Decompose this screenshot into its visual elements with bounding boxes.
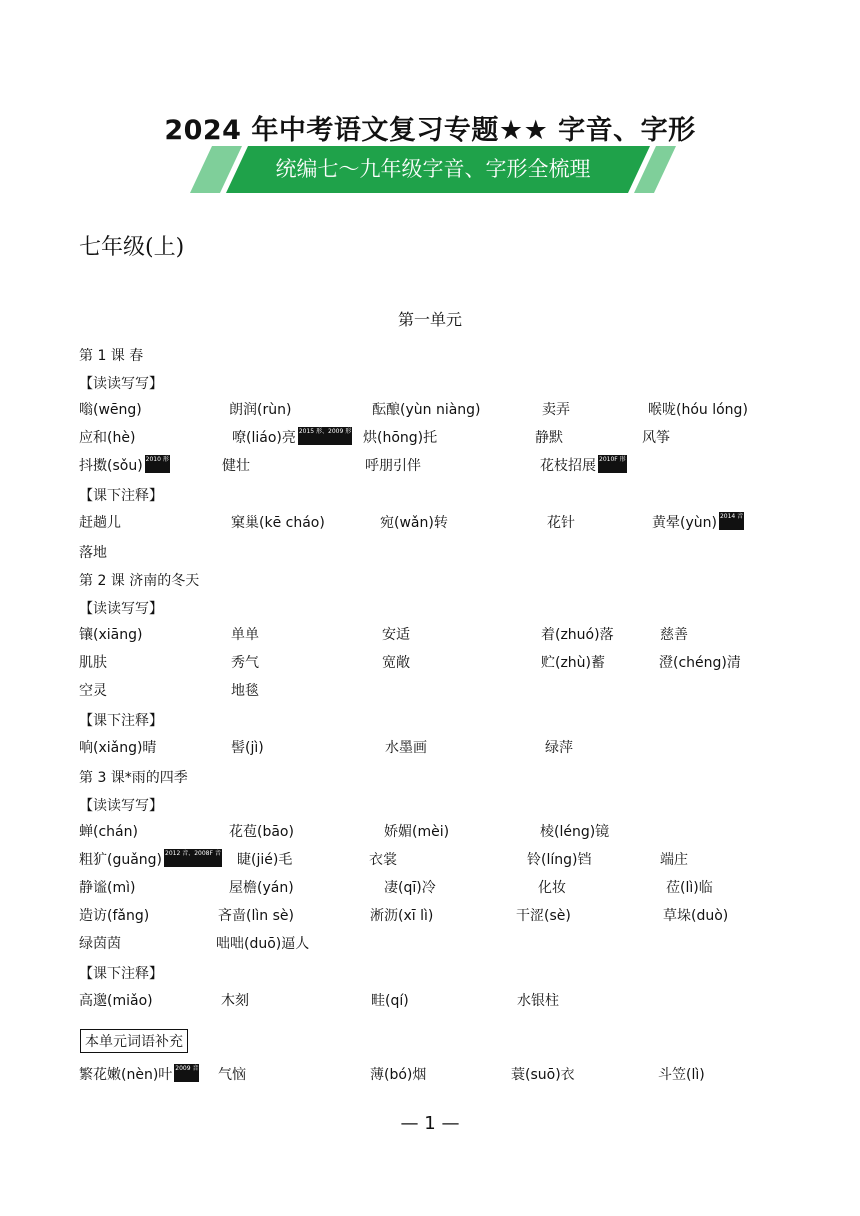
lesson-title: 第 3 课*雨的四季: [79, 770, 188, 786]
vocab-word: [382, 624, 410, 644]
vocab-word: [218, 905, 294, 925]
vocab-word: [79, 624, 142, 644]
vocab-word: [663, 905, 728, 925]
vocab-text: 吝啬(lìn sè): [218, 908, 294, 924]
vocab-text: 莅(lì)临: [666, 880, 713, 896]
vocab-text: 凄(qī)冷: [384, 880, 436, 896]
vocab-text: 慈善: [660, 627, 688, 643]
vocab-text: 铃(líng)铛: [527, 852, 592, 868]
vocab-text: 畦(qí): [371, 993, 409, 1009]
vocab-text: 静谧(mì): [79, 880, 136, 896]
vocab-text: 健壮: [222, 458, 250, 474]
word-row: [0, 933, 860, 955]
vocab-text: 黄晕(yùn): [652, 515, 717, 531]
vocab-text: 淅沥(xī lì): [370, 908, 434, 924]
vocab-text: 嗡(wēng): [79, 402, 142, 418]
vocab-word: [79, 1064, 199, 1084]
vocab-text: 安适: [382, 627, 410, 643]
vocab-text: 水银柱: [517, 993, 559, 1009]
vocab-word: [216, 933, 309, 953]
document-title: 2024 年中考语文复习专题★★ 字音、字形: [164, 115, 696, 146]
vocab-word: [659, 652, 741, 672]
vocab-text: 地毯: [231, 683, 259, 699]
vocab-word: [666, 877, 713, 897]
vocab-word: [218, 1064, 246, 1084]
vocab-text: 秀气: [231, 655, 259, 671]
vocab-word: [540, 455, 627, 475]
vocab-text: 嘹(liáo)亮: [232, 430, 296, 446]
vocab-word: [221, 990, 249, 1010]
vocab-word: [547, 512, 575, 532]
vocab-word: [642, 427, 670, 447]
vocab-word: [231, 737, 264, 757]
vocab-word: [384, 877, 436, 897]
vocab-word: [371, 990, 409, 1010]
vocab-text: 蝉(chán): [79, 824, 138, 840]
vocab-text: 花枝招展: [540, 458, 596, 474]
vocab-text: 衣裳: [369, 852, 397, 868]
vocab-word: [511, 1064, 575, 1084]
vocab-word: [385, 737, 427, 757]
section-label: 【课下注释】: [79, 966, 163, 982]
vocab-word: [540, 821, 609, 841]
section-label: 【读读写写】: [79, 376, 163, 392]
word-row: [0, 624, 860, 646]
vocab-text: 薄(bó)烟: [370, 1067, 427, 1083]
vocab-text: 喉咙(hóu lóng): [648, 402, 748, 418]
vocab-text: 蓑(suō)衣: [511, 1067, 575, 1083]
vocab-text: 窠巢(kē cháo): [231, 515, 325, 531]
vocab-text: 髻(jì): [231, 740, 264, 756]
vocab-word: [79, 455, 170, 475]
vocab-text: 造访(fǎng): [79, 908, 150, 924]
word-row: [0, 877, 860, 899]
grade-heading: 七年级(上): [79, 235, 185, 260]
vocab-word: [535, 427, 563, 447]
vocab-word: [372, 399, 481, 419]
vocab-text: 化妆: [538, 880, 566, 896]
vocab-text: 肌肤: [79, 655, 107, 671]
vocab-text: 繁花嫩(nèn)叶: [79, 1067, 173, 1083]
vocab-word: [541, 652, 605, 672]
vocab-word: [222, 455, 250, 475]
vocab-text: 棱(léng)镜: [540, 824, 610, 840]
supplement-label: 本单元词语补充: [80, 1029, 188, 1053]
vocab-text: 草垛(duò): [663, 908, 729, 924]
section-label: 【课下注释】: [79, 713, 163, 729]
page-number: — 1 —: [400, 1113, 460, 1134]
exam-year-tag: 2010F 形: [598, 455, 627, 473]
unit-heading: 第一单元: [397, 310, 462, 329]
vocab-word: [79, 427, 135, 447]
vocab-text: 木刻: [221, 993, 249, 1009]
vocab-word: [79, 737, 156, 757]
vocab-word: [527, 849, 591, 869]
vocab-word: [79, 905, 149, 925]
vocab-word: [542, 399, 570, 419]
vocab-word: [370, 905, 433, 925]
vocab-text: 烘(hōng)托: [363, 430, 438, 446]
vocab-word: [79, 849, 222, 869]
exam-year-tag: 2015 形、2009 形: [298, 427, 352, 445]
vocab-text: 绿茵茵: [79, 936, 121, 952]
subtitle-banner: [190, 146, 676, 193]
vocab-word: [79, 652, 107, 672]
vocab-text: 咄咄(duō)逼人: [216, 936, 310, 952]
vocab-text: 朗润(rùn): [229, 402, 292, 418]
vocab-text: 高邈(miǎo): [79, 993, 153, 1009]
vocab-text: 粗犷(guǎng): [79, 852, 163, 868]
vocab-word: [660, 849, 688, 869]
vocab-text: 镶(xiāng): [79, 627, 143, 643]
vocab-word: [79, 877, 135, 897]
vocab-word: [79, 990, 153, 1010]
vocab-word: [538, 877, 566, 897]
vocab-word: [517, 990, 559, 1010]
vocab-text: 宽敞: [382, 655, 410, 671]
vocab-text: 赶趟儿: [79, 515, 121, 531]
word-row: [0, 455, 860, 477]
word-row: [0, 849, 860, 871]
vocab-word: [516, 905, 571, 925]
vocab-text: 娇媚(mèi): [384, 824, 450, 840]
vocab-word: [369, 849, 397, 869]
vocab-text: 落地: [79, 545, 107, 561]
vocab-text: 着(zhuó)落: [541, 627, 614, 643]
vocab-text: 风筝: [642, 430, 670, 446]
vocab-text: 屋檐(yán): [229, 880, 294, 896]
vocab-word: [231, 652, 259, 672]
vocab-text: 花苞(bāo): [229, 824, 294, 840]
word-row: [0, 680, 860, 702]
vocab-text: 酝酿(yùn niàng): [372, 402, 481, 418]
vocab-word: [79, 512, 121, 532]
vocab-word: [365, 455, 421, 475]
word-row: [0, 427, 860, 449]
vocab-word: [232, 427, 352, 447]
section-label: 【课下注释】: [79, 488, 163, 504]
exam-year-tag: 2010 形: [145, 455, 170, 473]
word-row: [0, 990, 860, 1012]
word-row: [0, 399, 860, 421]
vocab-word: [229, 821, 294, 841]
word-row: [0, 821, 860, 843]
word-row: [0, 512, 860, 534]
word-row: [0, 652, 860, 674]
vocab-text: 单单: [231, 627, 259, 643]
word-row: [0, 737, 860, 759]
vocab-word: [231, 624, 259, 644]
section-label: 【读读写写】: [79, 798, 163, 814]
vocab-text: 贮(zhù)蓄: [541, 655, 606, 671]
vocab-word: [380, 512, 448, 532]
vocab-text: 应和(hè): [79, 430, 136, 446]
vocab-text: 卖弄: [542, 402, 570, 418]
vocab-word: [384, 821, 449, 841]
vocab-word: [545, 737, 573, 757]
vocab-text: 睫(jié)毛: [237, 852, 293, 868]
vocab-text: 静默: [535, 430, 563, 446]
section-label: 【读读写写】: [79, 601, 163, 617]
vocab-word: [660, 624, 688, 644]
word-row: [0, 1064, 860, 1086]
vocab-word: [370, 1064, 426, 1084]
exam-year-tag: 2009 音: [174, 1064, 199, 1082]
vocab-word: [79, 933, 121, 953]
vocab-word: [237, 849, 292, 869]
vocab-text: 气恼: [218, 1067, 246, 1083]
vocab-word: [231, 680, 259, 700]
vocab-word: [229, 877, 294, 897]
vocab-text: 呼朋引伴: [365, 458, 421, 474]
vocab-word: [231, 512, 325, 532]
exam-year-tag: 2014 音: [719, 512, 744, 530]
vocab-word: [382, 652, 410, 672]
vocab-text: 响(xiǎng)晴: [79, 740, 157, 756]
vocab-word: [79, 680, 107, 700]
word-row: [0, 542, 860, 564]
vocab-word: [79, 399, 142, 419]
vocab-text: 水墨画: [385, 740, 427, 756]
banner-text: 统编七～九年级字音、字形全梳理: [275, 157, 591, 181]
vocab-word: [229, 399, 291, 419]
vocab-word: [363, 427, 437, 447]
vocab-word: [79, 542, 107, 562]
vocab-word: [648, 399, 748, 419]
vocab-text: 空灵: [79, 683, 107, 699]
word-row: [0, 905, 860, 927]
vocab-text: 干涩(sè): [516, 908, 571, 924]
vocab-text: 澄(chéng)清: [659, 655, 741, 671]
vocab-word: [652, 512, 744, 532]
exam-year-tag: 2012 音、2008F 音: [164, 849, 222, 867]
vocab-word: [79, 821, 138, 841]
lesson-title: 第 1 课 春: [79, 348, 144, 364]
vocab-text: 端庄: [660, 852, 688, 868]
vocab-word: [541, 624, 614, 644]
vocab-text: 抖擞(sǒu): [79, 458, 143, 474]
vocab-word: [658, 1064, 705, 1084]
lesson-title: 第 2 课 济南的冬天: [79, 573, 200, 589]
vocab-text: 斗笠(lì): [658, 1067, 705, 1083]
vocab-text: 宛(wǎn)转: [380, 515, 448, 531]
vocab-text: 绿萍: [545, 740, 573, 756]
vocab-text: 花针: [547, 515, 575, 531]
